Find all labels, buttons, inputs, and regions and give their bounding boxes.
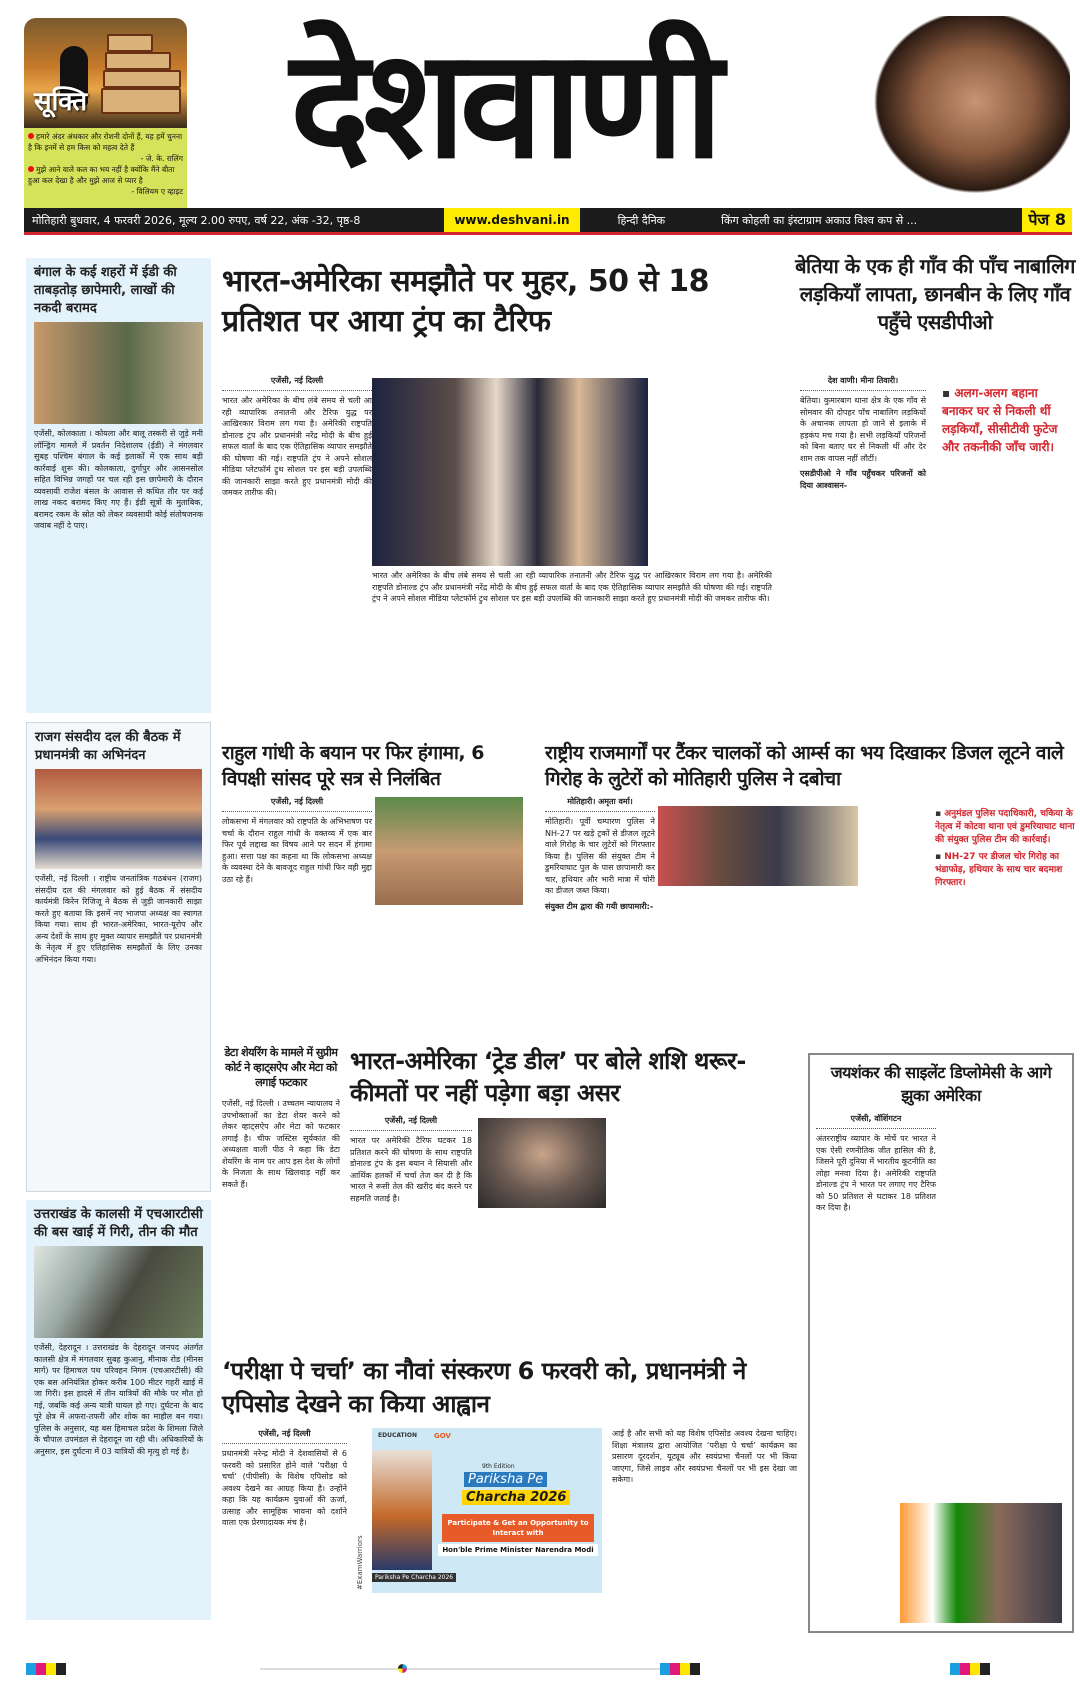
story-headline[interactable]: उत्तराखंड के कालसी में एचआरटीसी की बस खाई में गिरी, तीन की मौत (34, 1207, 203, 1240)
registration-mark-icon (398, 1664, 407, 1673)
poster-tag: Pariksha Pe Charcha 2026 (372, 1573, 456, 1582)
arrest-photo (658, 806, 858, 886)
tanker-highlights (935, 808, 1075, 894)
main-story-column (222, 375, 372, 499)
ppc-column (222, 1428, 347, 1529)
tharoor-column (350, 1115, 472, 1204)
sukti-title: सूक्ति (34, 87, 88, 117)
poster-title-1: Pariksha Pe (464, 1472, 547, 1487)
highlight-item: ▪ अलग-अलग बहाना बनाकर घर से निकली थीं लड़कियाँ, सीसीटीवी फुटेज और तकनीकी जाँच जारी। (942, 384, 1072, 456)
tanker-team-label: संयुक्त टीम द्वारा की गयी छापामारी:- (545, 901, 654, 911)
story-headline[interactable]: राजग संसदीय दल की बैठक में प्रधानमंत्री का अभिनंदन (35, 730, 181, 763)
story-headline[interactable]: बंगाल के कई शहरों में ईडी की ताबड़तोड़ छापेमारी, लाखों की नकदी बरामद (34, 265, 177, 316)
teaser-link[interactable]: किंग कोहली का इंस्टाग्राम अकाउ विश्व कप से ... (721, 213, 918, 227)
bullet-icon (28, 133, 34, 139)
whatsapp-body: एजेंसी, नई दिल्ली । उच्चतम न्यायालय ने उपभोक्ताओं का डेटा शेयर करने को लेकर व्हाट्सऐप और मेटा को फटकार लगाई है। चीफ जस्टिस सूर्यकांत की अध्यक्षता वाली पीठ ने कहा कि डेटा शेयरिंग के नाम पर आप इस देश के लोगों के निजता के साथ खिलवाड़ नहीं कर सकते हैं। (222, 1099, 340, 1189)
poster-edition: 9th Edition (482, 1463, 515, 1470)
divider (410, 1668, 660, 1670)
story-body: एजेंसी, कोलकाता । कोयला और बालू तस्करी से जुड़े मनी लॉन्ड्रिंग मामले में प्रवर्तन निदेशालय (ईडी) ने मंगलवार सुबह पश्चिम बंगाल के कई इलाकों में एक साथ बड़ी कार्रवाई शुरू की। कोलकाता, दुर्गापुर और आसनसोल सहित विभिन्न जगहों पर चल रही इस छापेमारी के दौरान व्यवसायी राजेश बंसल के आवास से कथित तौर पर कई लाख नकद बरामद किए गए हैं। ईडी सूत्रों के मुताबिक, बरामद रकम के स्रोत को लेकर व्यवसायी कोई संतोषजनक जवाब नहीं दे पाए। (34, 429, 203, 530)
ppc-side-tag: #ExamWarriors (356, 1535, 364, 1590)
jaishankar-headline[interactable]: जयशंकर की साइलेंट डिप्लोमेसी के आगे झुका अमेरिका (830, 1063, 1052, 1105)
bettiah-subhead: एसडीपीओ ने गाँव पहुँचकर परिजनों को दिया आश्वासन- (800, 469, 926, 490)
quote-2: मुझे आने वाले कल का भय नहीं है क्योंकि मैंने बीता हुआ कल देखा है और मुझे आज से प्यार है (28, 165, 175, 185)
nda-photo (35, 769, 202, 869)
divider (24, 232, 1072, 235)
tanker-body: मोतिहारी। पूर्वी चम्पारण पुलिस ने NH-27 पर खड़े ट्रकों से डीजल लूटने वाले गिरोह के चार लुटेरों को गिरफ्तार किया है। पुलिस की संयुक्त टीम ने डुमरियाघाट पुल के पास छापामारी कर चार, हथियार और भारी मात्रा में चोरी का डीजल जब्त किया। (545, 817, 655, 895)
main-story-cont (372, 570, 772, 605)
jaishankar-photo (900, 1503, 1062, 1623)
story-jaishankar[interactable] (808, 1053, 1074, 1633)
story-body: एजेंसी, देहरादून । उत्तराखंड के देहरादून जनपद अंतर्गत कालसी क्षेत्र में मंगलवार सुबह कुआनु, मीनाक रोड (मीनस मार्ग) पर हिमाचल पथ परिवहन निगम (एचआरटीसी) की एक बस अनियंत्रित होकर करीब 100 मीटर गहरी खाई में जा गिरी। इस हादसे में तीन यात्रियों की मौके पर मौत हो गई, जबकि कई अन्य यात्री घायल हो गए। दुर्घटना के बाद पूरे क्षेत्र में अफरा-तफरी और शोक का माहौल बन गया। पुलिस के अनुसार, यह बस हिमाचल प्रदेश के शिमला जिले के चौपाल उपमंडल से देहरादून जा रही थी। अधिकारियों के अनुसार, इस दुर्घटना में 03 यात्रियों की मृत्यु हो गई है। (34, 1343, 203, 1456)
rahul-headline[interactable]: राहुल गांधी के बयान पर फिर हंगामा, 6 विपक्षी सांसद पूरे सत्र से निलंबित (222, 742, 484, 790)
bus-accident-photo (34, 1246, 203, 1338)
poster-title-2: Charcha 2026 (462, 1490, 570, 1505)
jaishankar-byline: एजेंसी, वॉशिंगटन (816, 1113, 936, 1129)
website-link[interactable]: www.deshvani.in (444, 208, 579, 232)
quote-1-author: - जे. के. रालिंग (140, 154, 183, 163)
jaishankar-body: अंतरराष्ट्रीय व्यापार के मोर्चे पर भारत ने एक ऐसी रणनीतिक जीत हासिल की है, जिसने पूरी दुनिया में भारतीय कूटनीति का लोहा मनवा दिया है। अमेरिकी राष्ट्रपति डोनाल्ड ट्रंप ने भारत पर लगाए गए टैरिफ को 50 प्रतिशत से घटाकर 18 प्रतिशत कर दिया है। (816, 1134, 936, 1212)
story-hrtc[interactable] (26, 1200, 211, 1620)
newspaper-logo[interactable]: देशवाणी (290, 18, 718, 192)
paper-type: हिन्दी दैनिक (617, 213, 666, 227)
tanker-column (545, 796, 655, 912)
print-color-mark (950, 1663, 990, 1675)
celebrity-portrait-image (860, 16, 1070, 206)
print-color-mark (660, 1663, 700, 1675)
books-image (97, 34, 181, 116)
bettiah-headline[interactable]: बेतिया के एक ही गाँव की पाँच नाबालिग लड़कियाँ लापता, छानबीन के लिए गाँव पहुँचे एसडीपीओ (795, 254, 1075, 334)
tharoor-body: भारत पर अमेरिकी टैरिफ घटकर 18 प्रतिशत करने की घोषणा के साथ राष्ट्रपति डोनाल्ड ट्रंप के इस बयान ने सियासी और आर्थिक हलकों में चर्चा तेज कर दी है कि भारत ने रूसी तेल की खरीद बंद करने पर सहमति जताई है। (350, 1136, 472, 1203)
story-nda[interactable] (26, 722, 211, 1192)
sukti-quotes (24, 128, 187, 208)
poster-cta: Participate & Get an Opportunity to Interact with (442, 1514, 594, 1542)
main-byline: एजेंसी, नई दिल्ली (222, 375, 372, 391)
poster-logo-gov: GOV (434, 1432, 451, 1440)
quote-1: हमारे अंदर अंधकार और रोशनी दोनों हैं, यह हमें चुनना है कि इनमें से हम किस को महत्व देते हैं (28, 132, 183, 152)
tharoor-headline[interactable]: भारत-अमेरिका ‘ट्रेड डील’ पर बोले शशि थरूर- कीमतों पर नहीं पड़ेगा बड़ा असर (350, 1047, 746, 1107)
quote-2-author: - विलियम ए व्हाइट (131, 187, 183, 196)
tharoor-photo (478, 1118, 606, 1208)
modi-trump-photo (372, 378, 648, 566)
tanker-headline[interactable]: राष्ट्रीय राजमार्गों पर टैंकर चालकों को आर्म्स का भय दिखाकर डिजल लूटने वाले गिरोह के लुटेरों को मोतिहारी पुलिस ने दबोचा (545, 742, 1064, 790)
sukti-quote-box (24, 18, 187, 208)
whatsapp-headline[interactable]: डेटा शेयरिंग के मामले में सुप्रीम कोर्ट ने व्हाट्सऐप और मेटा को लगाई फटकार (224, 1046, 338, 1089)
rahul-byline: एजेंसी, नई दिल्ली (222, 796, 372, 812)
ppc-poster (372, 1428, 602, 1593)
bettiah-column (800, 375, 926, 491)
ppc-column-2 (612, 1428, 797, 1486)
info-bar (24, 208, 1072, 232)
rahul-body: लोकसभा में मंगलवार को राष्ट्रपति के अभिभाषण पर चर्चा के दौरान राहुल गांधी के वक्तव्य में एक बार फिर पूर्व लद्दाख का विषय आने पर सदन में हंगामा हुआ। सत्ता पक्ष का कहना था कि लोकसभा अध्यक्ष के व्यवस्था देने के बावजूद राहुल गांधी फिर वही मुद्दा उठा रहे हैं। (222, 817, 372, 884)
bullet-icon (28, 166, 34, 172)
jaishankar-column (816, 1113, 936, 1214)
ppc-byline: एजेंसी, नई दिल्ली (222, 1428, 347, 1444)
main-body: भारत और अमेरिका के बीच लंबे समय से चली आ रही व्यापारिक तनातनी और टैरिफ युद्ध पर आखिरकार विराम लग गया है। अमेरिकी राष्ट्रपति डोनाल्ड ट्रंप और प्रधानमंत्री नरेंद्र मोदी के बीच हुई सफल वार्ता के बाद एक ऐतिहासिक व्यापार समझौते की घोषणा की गई। राष्ट्रपति ट्रंप ने अपने सोशल मीडिया प्लेटफॉर्म ट्रुथ सोशल पर इस बड़ी उपलब्धि की जानकारी साझा करते हुए प्रधानमंत्री मोदी की जमकर तारीफ की। (222, 396, 372, 497)
sukti-image (24, 18, 187, 128)
tharoor-byline: एजेंसी, नई दिल्ली (350, 1115, 472, 1131)
highlight-item: ▪ NH-27 पर डीजल चोर गिरोह का भंडाफोड़, हथियार के साथ चार बदमाश गिरफ्तार। (935, 851, 1075, 890)
poster-name: Hon'ble Prime Minister Narendra Modi (438, 1544, 598, 1556)
whatsapp-column (222, 1098, 340, 1190)
main-body-cont: भारत और अमेरिका के बीच लंबे समय से चली आ रही व्यापारिक तनातनी और टैरिफ युद्ध पर आखिरकार विराम लग गया है। अमेरिकी राष्ट्रपति डोनाल्ड ट्रंप और प्रधानमंत्री नरेंद्र मोदी के बीच हुई सफल वार्ता के बाद एक ऐतिहासिक व्यापार समझौते की घोषणा की गई। राष्ट्रपति ट्रंप ने अपने सोशल मीडिया प्लेटफॉर्म ट्रुथ सोशल पर इस बड़ी उपलब्धि की जानकारी साझा करते हुए प्रधानमंत्री मोदी की जमकर तारीफ की। (372, 571, 772, 603)
bettiah-byline: देश वाणी। मीना तिवारी। (800, 375, 926, 391)
ppc-body-2: आई है और सभी को यह विशेष एपिसोड अवश्य देखना चाहिए। शिक्षा मंत्रालय द्वारा आयोजित ‘परीक्षा पे चर्चा’ कार्यक्रम का प्रसारण दूरदर्शन, यूट्यूब और स्वयंप्रभा चैनलों पर भी किया जाएगा, जिसे लाइव और स्वयंप्रभा चैनलों पर भी इस देखा जा सकेगा। (612, 1429, 797, 1484)
page-number: पेज 8 (1022, 208, 1072, 232)
print-color-mark (26, 1663, 66, 1675)
bettiah-highlight (942, 384, 1072, 460)
ppc-body: प्रधानमंत्री नरेन्द्र मोदी ने देशवासियों से 6 फरवरी को प्रसारित होने वाले ‘परीक्षा पे चर्चा’ (पीपीसी) के विशेष एपिसोड को अवश्य देखने का आग्रह किया है। उन्होंने कहा कि यह कार्यक्रम युवाओं की ऊर्जा, उत्साह और सामूहिक भावना को दर्शाने वाला एक प्रेरणादायक मंच है। (222, 1449, 347, 1527)
pm-photo (372, 1450, 432, 1570)
ppc-headline[interactable]: ‘परीक्षा पे चर्चा’ का नौवां संस्करण 6 फरवरी को, प्रधानमंत्री ने एपिसोड देखने का किया आह्वान (222, 1357, 746, 1418)
bettiah-body: बेतिया। कुमारबाग थाना क्षेत्र के एक गाँव से सोमवार की दोपहर पाँच नाबालिग लड़कियों के अचानक लापता हो जाने से इलाके में हड़कंप मच गया है। सभी लड़कियाँ परिजनों को बिना बताए घर से निकली थीं और देर शाम तक वापस नहीं लौटीं। (800, 396, 926, 463)
rahul-column (222, 796, 372, 885)
story-ed-raid[interactable] (26, 258, 211, 713)
parliament-photo (375, 797, 523, 905)
tanker-byline: मोतिहारी। अमृता वर्मा। (545, 796, 655, 812)
highlight-item: ▪ अनुमंडल पुलिस पदाधिकारी, चकिया के नेतृत्व में कोटवा थाना एवं डुमरियाघाट थाना की संयुक्त पुलिस टीम की कार्रवाई। (935, 808, 1075, 847)
main-headline[interactable]: भारत-अमेरिका समझौते पर मुहर, 50 से 18 प्रतिशत पर आया ट्रंप का टैरिफ (222, 264, 709, 339)
story-body: एजेंसी, नई दिल्ली । राष्ट्रीय जनतांत्रिक गठबंधन (राजग) संसदीय दल की मंगलवार को हुई बैठक में संसदीय कार्यमंत्री किरेन रिजिजू ने बैठक से जुड़ी जानकारी साझा करते हुए बताया कि इसमें नए भाजपा अध्यक्ष का स्वागत किया गया। साथ ही भारत-अमेरिका, भारत-यूरोप और अन्य देशों के साथ हुए मुक्त व्यापार समझौते पर प्रधानमंत्री के नेतृत्व में हुए एतिहासिक समझौतों के लिए उनका अभिनंदन किया गया। (35, 874, 202, 964)
poster-logo-education: EDUCATION (378, 1432, 417, 1439)
edition-info: मोतिहारी बुधवार, 4 फरवरी 2026, मूल्य 2.00 रुपए, वर्ष 22, अंक -32, पृष्ठ-8 (32, 213, 361, 227)
raid-photo (34, 322, 203, 424)
